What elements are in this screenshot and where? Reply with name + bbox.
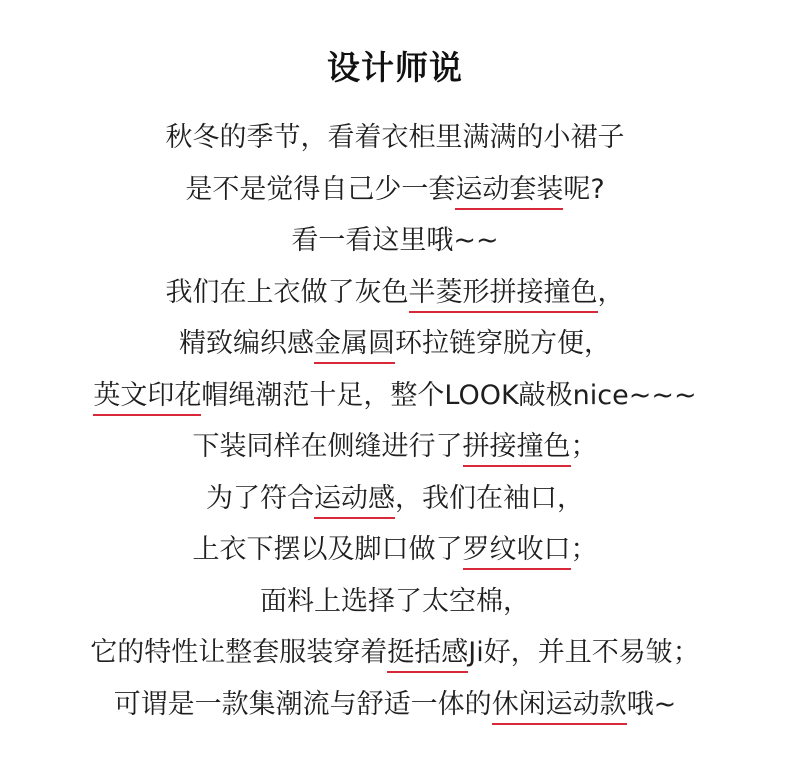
page-title: 设计师说 xyxy=(327,48,463,87)
text-segment: 我们在上衣做了灰色 xyxy=(165,276,409,308)
text-segment: 下装同样在侧缝进行了 xyxy=(192,431,463,462)
text-segment: 面料上选择了太空棉， xyxy=(260,585,530,617)
highlighted-phrase: 运动套装 xyxy=(455,173,563,210)
text-line xyxy=(0,370,790,422)
text-segment: 哦~ xyxy=(626,688,677,720)
text-segment: ，我们在袖口， xyxy=(395,482,584,514)
text-line xyxy=(0,473,790,525)
text-line xyxy=(0,267,790,319)
text-segment: 上衣下摆以及脚口做了 xyxy=(192,534,463,565)
text-line xyxy=(0,524,790,576)
text-segment: Ji好，并且不易皱； xyxy=(468,637,700,668)
text-line xyxy=(0,215,790,267)
text-segment: 可谓是一款集潮流与舒适一体的 xyxy=(113,688,492,720)
highlighted-phrase: 英文印花 xyxy=(93,379,201,416)
text-segment: 呢? xyxy=(563,173,605,205)
text-line xyxy=(0,112,790,164)
text-segment: 环拉链穿脱方便， xyxy=(395,328,611,359)
text-segment: 是不是觉得自己少一套 xyxy=(185,173,456,205)
text-segment: 为了符合 xyxy=(206,482,314,514)
highlighted-phrase: 休闲运动款 xyxy=(492,688,627,725)
text-segment: 精致编织感 xyxy=(179,328,314,359)
text-line xyxy=(0,576,790,628)
text-line xyxy=(0,164,790,216)
text-line xyxy=(0,318,790,370)
highlighted-phrase: 金属圆 xyxy=(314,327,395,364)
text-segment: 秋冬的季节，看着衣柜里满满的小裙子 xyxy=(165,122,625,153)
text-segment: 帽绳潮范十足，整个LOOK敲极nice~~~ xyxy=(201,379,697,411)
highlighted-phrase: 罗纹收口 xyxy=(463,533,571,570)
text-line xyxy=(0,679,790,731)
highlighted-phrase: 拼接撞色 xyxy=(463,430,571,467)
text-segment: 看一看这里哦~~ xyxy=(291,225,499,256)
text-line xyxy=(0,627,790,679)
highlighted-phrase: 运动感 xyxy=(314,482,395,519)
text-segment: ， xyxy=(597,276,625,308)
text-segment: ； xyxy=(570,534,598,565)
highlighted-phrase: 挺括感 xyxy=(387,636,468,673)
highlighted-phrase: 半菱形拼接撞色 xyxy=(409,276,598,313)
text-segment: ； xyxy=(570,431,598,462)
designer-note-text xyxy=(0,112,790,730)
text-line xyxy=(0,421,790,473)
text-segment: 它的特性让整套服装穿着 xyxy=(90,637,388,668)
